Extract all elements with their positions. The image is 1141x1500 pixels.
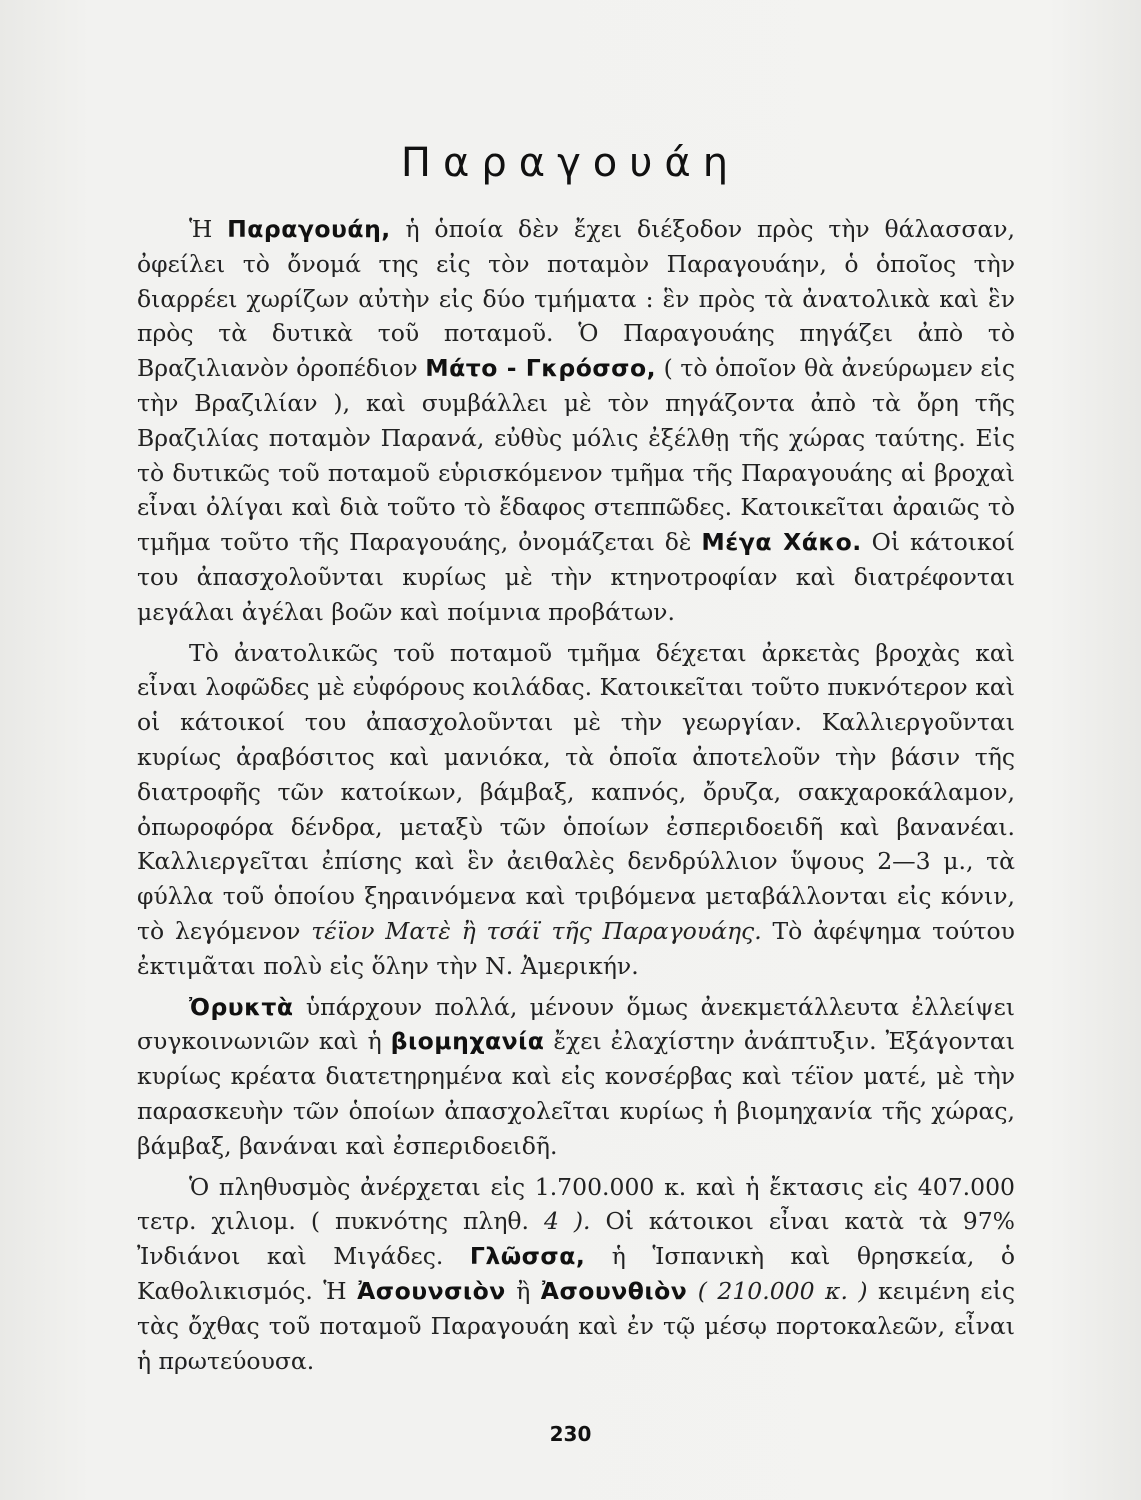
bold-term: Μάτο - Γκρόσσο, xyxy=(425,354,657,383)
text-run: ἡ Ἱσπανικὴ καὶ θρησκεία, ὁ Καθολικισμός. Ἡ xyxy=(137,1242,1015,1305)
italic-text: ( 210.000 κ. ) xyxy=(687,1276,868,1305)
paragraph-minerals-industry xyxy=(137,990,1015,1164)
bold-term: βιομηχανία xyxy=(390,1027,545,1056)
text-run: ἢ xyxy=(505,1276,541,1305)
text-run: Τὸ ἀφέψημα τούτου ἐκτιμᾶται πολὺ εἰς ὅλην τὴν Ν. Ἀμερικήν. xyxy=(137,916,1015,980)
italic-text: τέϊον Ματὲ ἢ τσάϊ τῆς Παραγουάης. xyxy=(311,916,762,945)
bold-term: Γλῶσσα, xyxy=(469,1242,586,1271)
bold-term: Παραγουάη, xyxy=(227,215,391,243)
page-title: Παραγουάη xyxy=(400,140,741,186)
text-run: ἔχει ἐλαχίστην ἀνάπτυξιν. Ἐξάγονται κυρίως κρέατα διατετηρημένα καὶ εἰς κονσέρβας καὶ τέϊον ματέ, μὲ τὴν παρασκευὴν τῶν ὁποίων ἀπασχολεῖται κυρίως ἡ βιομηχανία τῆς χώρας, βάμβαξ, βανάναι καὶ ἐσπεριδοειδῆ. xyxy=(137,1027,1015,1160)
paragraph-chaco xyxy=(137,212,1015,630)
text-run: κειμένη εἰς τὰς ὄχθας τοῦ ποταμοῦ Παραγουάη καὶ ἐν τῷ μέσῳ πορτοκαλεῶν, εἶναι ἡ πρωτεύουσα. xyxy=(137,1276,1015,1375)
page-number: 230 xyxy=(549,1422,592,1446)
text-run: ἡ ὁποία δὲν ἔχει διέξοδον πρὸς τὴν θάλασσαν, ὀφείλει τὸ ὄνομά της εἰς τὸν ποταμὸν Παραγουάην, ὁ ὁποῖος τὴν διαρρέει χωρίζων αὐτὴν εἰς δύο τμήματα : ἓν πρὸς τὰ ἀνατολικὰ καὶ ἓν πρὸς τὰ δυτικὰ τοῦ ποταμοῦ. Ὁ Παραγουάης πηγάζει ἀπὸ τὸ Βραζιλιανὸν ὀροπέδιον xyxy=(137,215,1015,383)
text-run: ( τὸ ὁποῖον θὰ ἀνεύρωμεν εἰς τὴν Βραζιλίαν ), καὶ συμβάλλει μὲ τὸν πηγάζοντα ἀπὸ τὰ ὄρη τῆς Βραζιλίας ποταμὸν Παρανά, εὐθὺς μόλις ἐξέλθῃ τῆς χώρας ταύτης. Εἰς τὸ δυτικῶς τοῦ ποταμοῦ εὑρισκόμενον τμῆμα τῆς Παραγουάης αἱ βροχαὶ εἶναι ὀλίγαι καὶ διὰ τοῦτο τὸ ἔδαφος στεππῶδες. Κατοικεῖται ἀραιῶς τὸ τμῆμα τοῦτο τῆς Παραγουάης, ὀνομάζεται δὲ xyxy=(137,354,1015,557)
paragraph-east xyxy=(137,636,1015,984)
text-run: Ἡ xyxy=(189,215,228,243)
paragraph-population xyxy=(137,1170,1015,1379)
text-run: ὑπάρχουν πολλά, μένουν ὅμως ἀνεκμετάλλευτα ἐλλείψει συγκοινωνιῶν καὶ ἡ xyxy=(137,992,1015,1056)
bold-term: Ὀρυκτὰ xyxy=(189,992,294,1021)
bold-term: Ἀσουνθιὸν xyxy=(540,1276,688,1305)
text-run: Ὁ πληθυσμὸς ἀνέρχεται εἰς 1.700.000 κ. καὶ ἡ ἔκτασις εἰς 407.000 τετρ. χιλιομ. ( πυκνότης πληθ. xyxy=(137,1172,1015,1236)
body-text xyxy=(137,212,1015,1384)
text-run: Οἱ κάτοικοί του ἀπασχολοῦνται κυρίως μὲ τὴν κτηνοτροφίαν καὶ διατρέφονται μεγάλαι ἀγέλαι βοῶν καὶ ποίμνια προβάτων. xyxy=(137,528,1015,626)
bold-term: Μέγα Χάκο. xyxy=(701,528,862,557)
bold-term: Ἀσουνσιὸν xyxy=(357,1276,506,1305)
text-run: Οἱ κάτοικοι εἶναι κατὰ τὰ 97% Ἰνδιάνοι καὶ Μιγάδες. xyxy=(137,1207,1015,1271)
italic-text: 4 ). xyxy=(543,1207,591,1236)
text-run: Τὸ ἀνατολικῶς τοῦ ποταμοῦ τμῆμα δέχεται ἀρκετὰς βροχὰς καὶ εἶναι λοφῶδες μὲ εὐφόρους κοιλάδας. Κατοικεῖται τοῦτο πυκνότερον καὶ οἱ κάτοικοί του ἀπασχολοῦνται μὲ τὴν γεωργίαν. Καλλιεργοῦνται κυρίως ἀραβόσιτος καὶ μανιόκα, τὰ ὁποῖα ἀποτελοῦν τὴν βάσιν τῆς διατροφῆς τῶν κατοίκων, βάμβαξ, καπνός, ὄρυζα, σακχαροκάλαμον, ὀπωροφόρα δένδρα, μεταξὺ τῶν ὁποίων ἐσπεριδοειδῆ καὶ βανανέαι. Καλλιεργεῖται ἐπίσης καὶ ἓν ἀειθαλὲς δενδρύλλιον ὕψους 2—3 μ., τὰ φύλλα τοῦ ὁποίου ξηραινόμενα καὶ τριβόμενα μεταβάλλονται εἰς κόνιν, τὸ λεγόμενον xyxy=(137,638,1015,945)
